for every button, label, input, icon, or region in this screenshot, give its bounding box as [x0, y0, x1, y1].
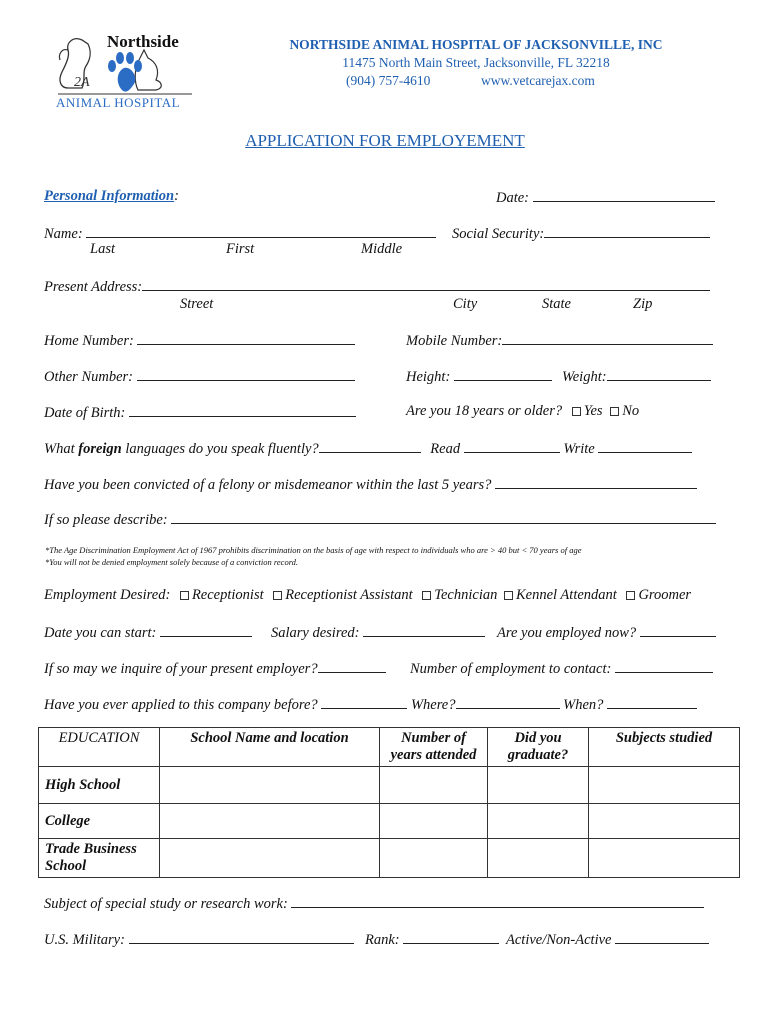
receptionist-checkbox[interactable] — [180, 591, 189, 600]
table-row — [39, 804, 740, 839]
table-cell[interactable] — [380, 839, 488, 878]
address-street-caption: Street — [180, 296, 214, 312]
high-school-label: High School — [39, 767, 160, 804]
salary-field[interactable]: Salary desired: — [271, 623, 485, 642]
kennel-attendant-checkbox[interactable] — [504, 591, 513, 600]
address-zip-caption: Zip — [633, 296, 653, 312]
active-status-field[interactable]: Active/Non-Active — [506, 930, 709, 949]
inquire-employer-field[interactable]: If so may we inquire of your present employer? — [44, 659, 386, 678]
employment-desired: Employment Desired: Receptionist Receptionist Assistant Technician Kennel Attendant Groomer — [44, 587, 692, 603]
address-state-caption: State — [542, 296, 571, 312]
name-middle-caption: Middle — [361, 241, 403, 257]
mobile-number-field[interactable]: Mobile Number: — [406, 331, 713, 350]
date-field[interactable]: Date: — [496, 188, 715, 207]
svg-text:2A: 2A — [74, 75, 90, 90]
trade-school-label: Trade Business School — [39, 839, 160, 878]
weight-field[interactable]: Weight: — [562, 367, 711, 386]
yes-checkbox[interactable] — [572, 407, 581, 416]
table-cell[interactable] — [589, 767, 740, 804]
table-cell[interactable] — [380, 767, 488, 804]
table-cell[interactable] — [488, 804, 589, 839]
table-cell[interactable] — [488, 839, 589, 878]
technician-checkbox[interactable] — [422, 591, 431, 600]
personal-info-heading: Personal Information: — [44, 188, 179, 204]
other-number-field[interactable]: Other Number: — [44, 367, 355, 386]
no-checkbox[interactable] — [610, 407, 619, 416]
school-name-header: School Name and location — [160, 728, 380, 767]
dob-field[interactable]: Date of Birth: — [44, 403, 356, 422]
graduate-header: Did you graduate? — [488, 728, 589, 767]
form-title: APPLICATION FOR EMPLOYEMENT — [245, 131, 525, 150]
org-phone: (904) 757-4610 — [346, 73, 431, 88]
employment-contact-field[interactable]: Number of employment to contact: — [410, 659, 713, 678]
name-first-caption: First — [226, 241, 255, 257]
applied-before-field[interactable]: Have you ever applied to this company before? Where? When? — [44, 695, 697, 714]
org-address: 11475 North Main Street, Jacksonville, FL 32218 — [342, 55, 610, 70]
address-city-caption: City — [453, 296, 478, 312]
years-attended-header: Number of years attended — [380, 728, 488, 767]
name-field[interactable]: Name: — [44, 224, 436, 243]
table-row — [39, 767, 740, 804]
table-row — [39, 728, 740, 767]
address-field[interactable]: Present Address: — [44, 277, 710, 296]
felony-describe-field[interactable]: If so please describe: — [44, 510, 716, 529]
education-table — [38, 727, 740, 878]
start-date-field[interactable]: Date you can start: — [44, 623, 252, 642]
age-discrimination-note: *The Age Discrimination Employment Act of 1967 prohibits discrimination on the basis of age with respect to individuals who are > 40 but < 70 years of age — [45, 545, 582, 555]
table-cell[interactable] — [160, 804, 380, 839]
org-name: NORTHSIDE ANIMAL HOSPITAL OF JACKSONVILLE, INC — [289, 37, 663, 52]
receptionist-assistant-checkbox[interactable] — [273, 591, 282, 600]
groomer-checkbox[interactable] — [626, 591, 635, 600]
age-question: Are you 18 years or older? Yes No — [406, 403, 640, 419]
name-last-caption: Last — [90, 241, 115, 257]
table-cell[interactable] — [160, 839, 380, 878]
languages-field[interactable]: What foreign languages do you speak fluently? Read Write — [44, 439, 692, 458]
height-field[interactable]: Height: — [406, 367, 552, 386]
education-header: EDUCATION — [39, 728, 160, 767]
logo-name: Northside — [107, 32, 179, 51]
org-website: www.vetcarejax.com — [481, 73, 595, 88]
table-cell[interactable] — [488, 767, 589, 804]
table-cell[interactable] — [160, 767, 380, 804]
military-field[interactable]: U.S. Military: — [44, 930, 354, 949]
logo-subtitle: ANIMAL HOSPITAL — [56, 95, 181, 110]
conviction-note: *You will not be denied employment solely because of a conviction record. — [45, 557, 299, 567]
table-cell[interactable] — [589, 839, 740, 878]
ssn-field[interactable]: Social Security: — [452, 224, 710, 243]
rank-field[interactable]: Rank: — [365, 930, 499, 949]
table-row — [39, 839, 740, 878]
college-label: College — [39, 804, 160, 839]
employed-now-field[interactable]: Are you employed now? — [497, 623, 716, 642]
home-number-field[interactable]: Home Number: — [44, 331, 355, 350]
table-cell[interactable] — [380, 804, 488, 839]
felony-field[interactable]: Have you been convicted of a felony or misdemeanor within the last 5 years? — [44, 475, 697, 494]
logo — [52, 28, 197, 112]
subjects-header: Subjects studied — [589, 728, 740, 767]
table-cell[interactable] — [589, 804, 740, 839]
special-study-field[interactable]: Subject of special study or research work: — [44, 894, 704, 913]
